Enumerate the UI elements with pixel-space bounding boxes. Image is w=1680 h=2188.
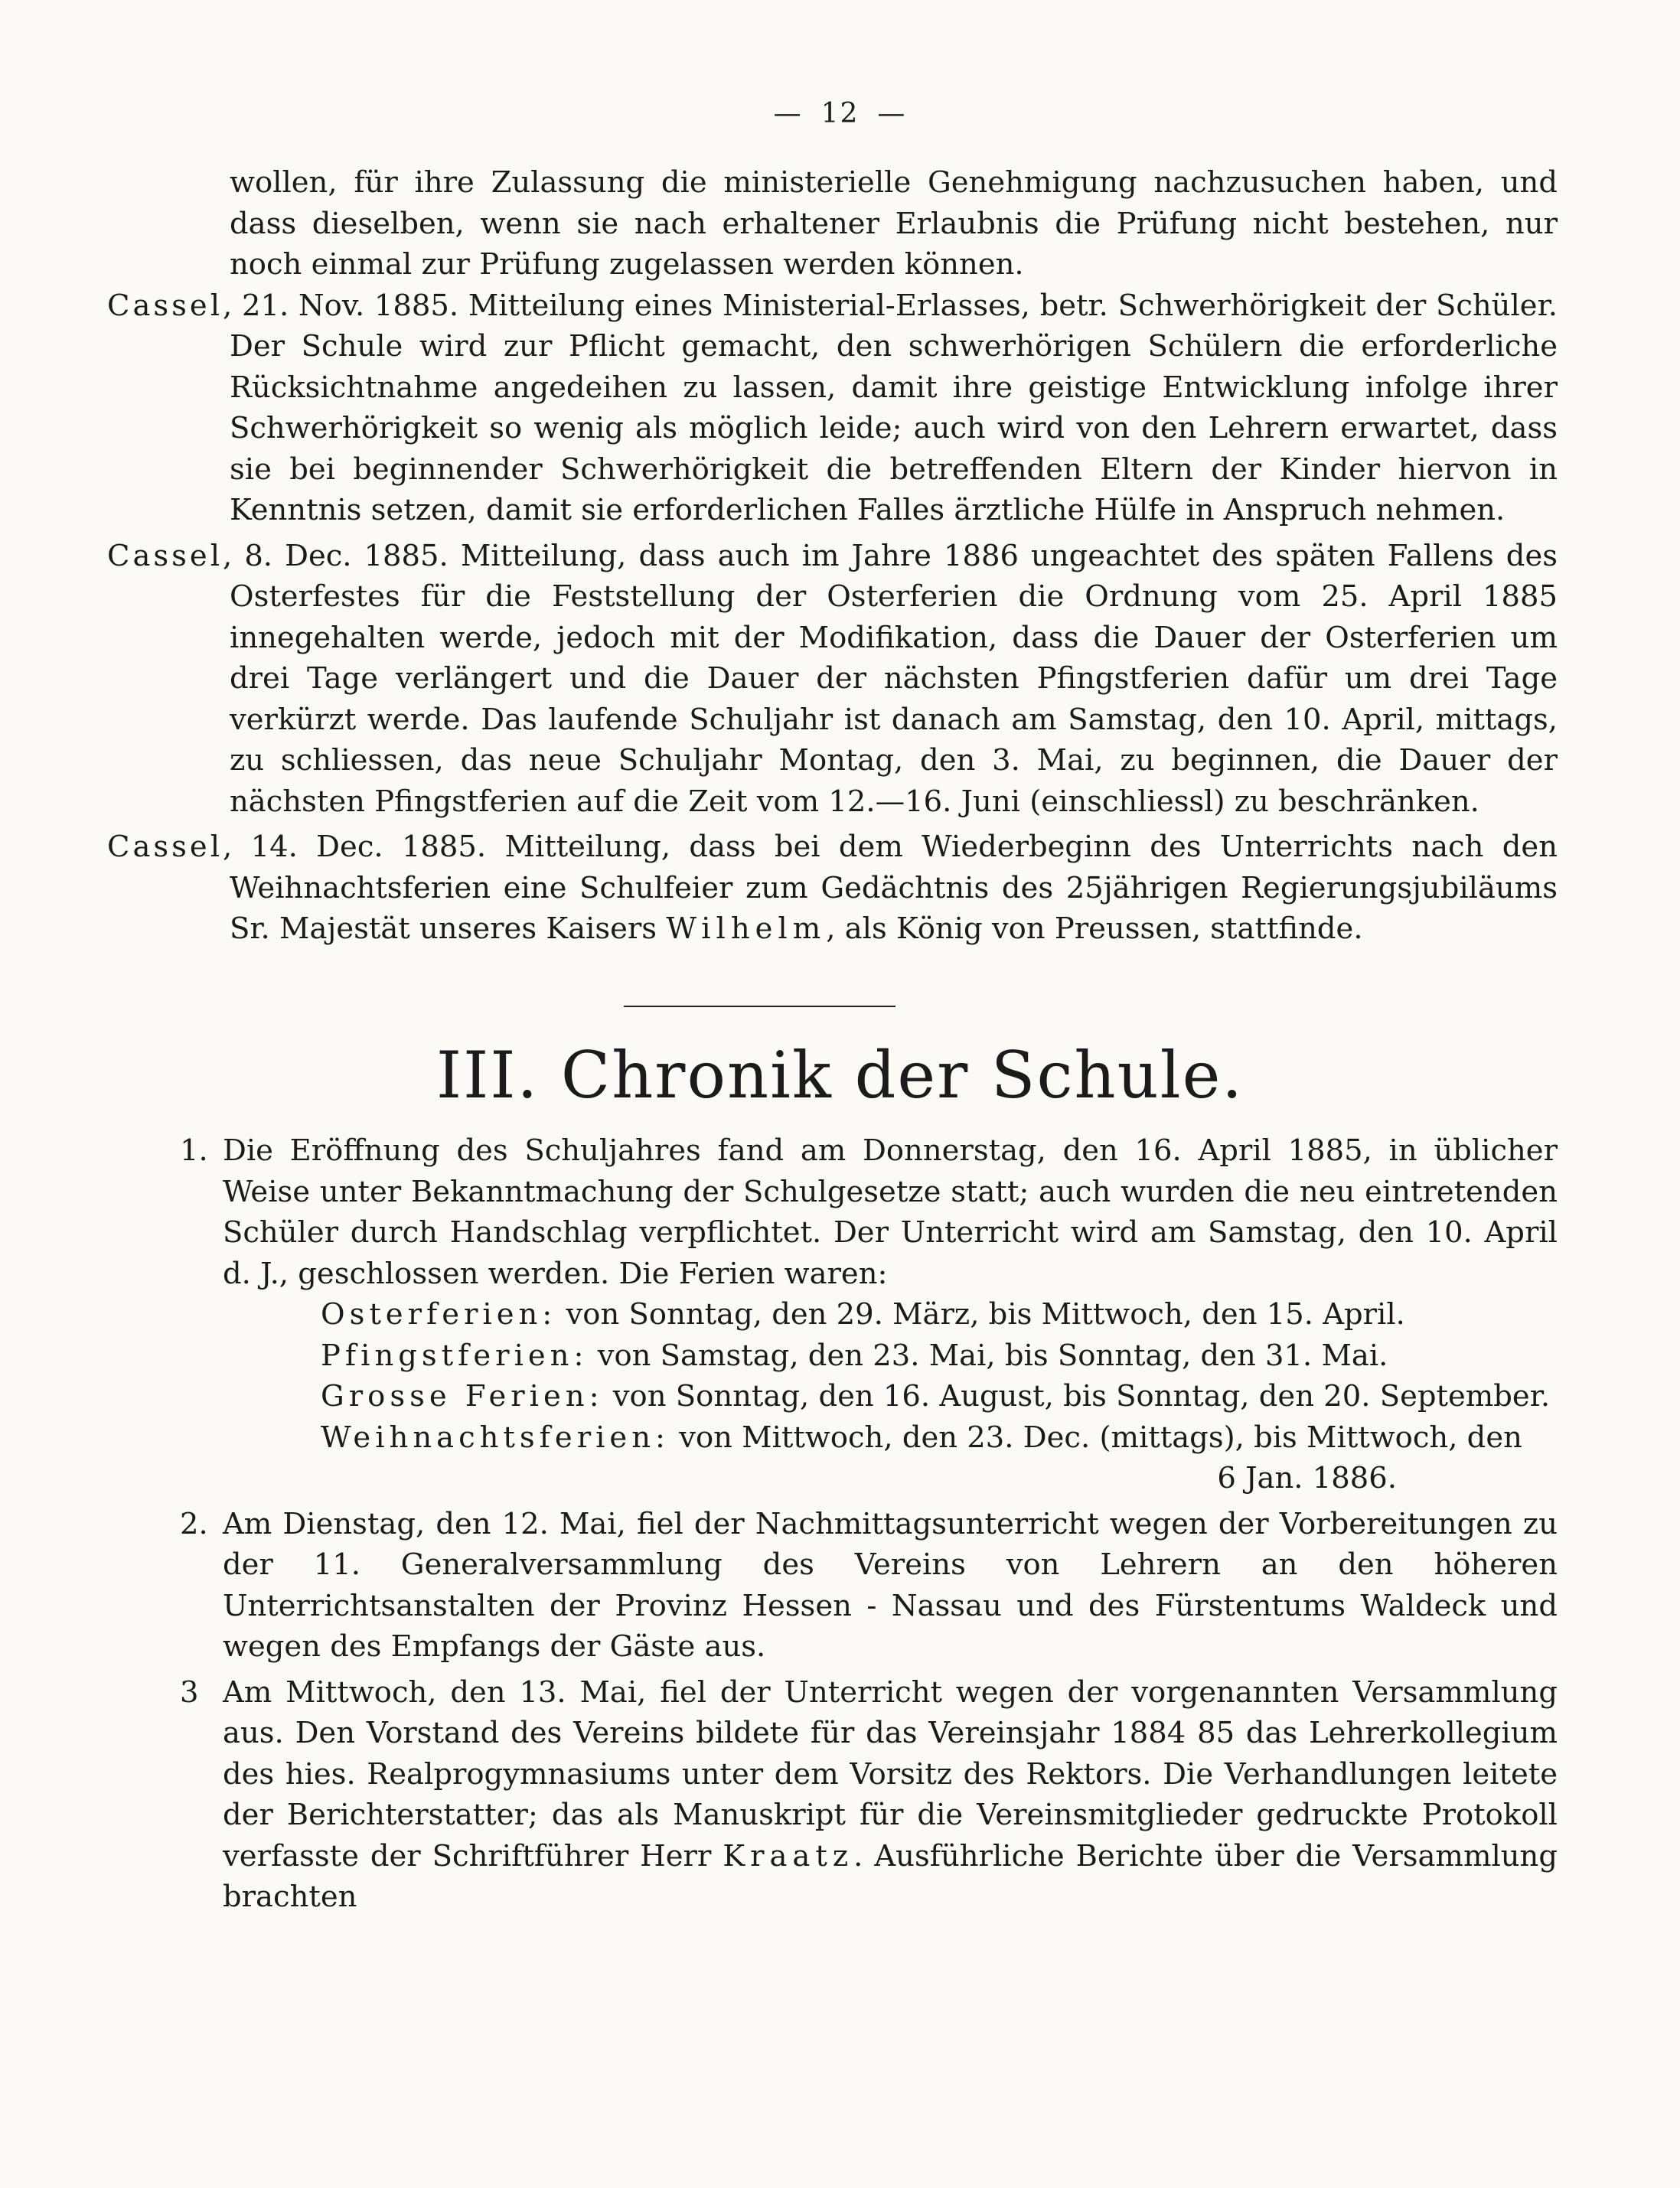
- decree-date: 8. Dec. 1885.: [244, 538, 449, 573]
- item-text-part: Am Mittwoch, den 13. Mai, fiel der Unterricht wegen der vorgenannten Versammlung aus. Den Vorstand des Vereins bildete für das Vereinsjahr 1884 85 das Lehrerkollegium des hies. Realprogymnasiums unter dem Vorsitz des Rektors. Die Verhandlungen leitete der Berichterstatter; das als Manuskript für die Vereinsmitglieder gedruckte Protokoll verfasste der Schriftführer Herr: [223, 1674, 1558, 1873]
- decree-text: Mitteilung, dass bei dem Wiederbeginn des Unterrichts nach den Weihnachtsferien eine Schulfeier zum Gedächtnis des 25jährigen Regierungsjubiläums Sr. Majestät unseres Kaisers: [230, 830, 1558, 946]
- page-number-dash-left: —: [773, 98, 803, 129]
- ferien-name: Weihnachtsferien:: [321, 1420, 670, 1455]
- ferien-dates: von Mittwoch, den 23. Dec. (mittags), bis Mittwoch, den: [679, 1420, 1522, 1455]
- decree-place: Cassel: [107, 830, 223, 864]
- ferien-dates: von Sonntag, den 16. August, bis Sonntag, den 20. September.: [612, 1379, 1551, 1414]
- decree-entry: Cassel, 8. Dec. 1885. Mitteilung, dass auch im Jahre 1886 ungeachtet des späten Fallens des Osterfestes für die Feststellung der Osterferien die Ordnung vom 25. April 1885 innegehalten werde, jedoch mit der Modifikation, dass die Dauer der Osterferien um drei Tage verlängert und die Dauer der nächsten Pfingstferien dafür um drei Tage verkürzt werde. Das laufende Schuljahr ist danach am Samstag, den 10. April, mittags, zu schliessen, das neue Schuljahr Montag, den 3. Mai, zu beginnen, die Dauer der nächsten Pfingstferien auf die Zeit vom 12.—16. Juni (einschliessl) zu beschränken.: [107, 538, 1558, 819]
- item-text-end: . Ausführliche Berichte über die Versammlung brachten: [223, 1838, 1558, 1914]
- page-number-dash-right: —: [877, 98, 907, 129]
- chronik-list: [180, 1130, 1558, 1922]
- item-text: Am Dienstag, den 12. Mai, fiel der Nachmittagsunterricht wegen der Vorbereitungen zu der 11. Generalversammlung des Vereins von Lehrern an den höheren Unterrichtsanstalten der Provinz Hessen - Nassau und des Fürstentums Waldeck und wegen des Empfangs der Gäste aus.: [223, 1506, 1558, 1664]
- ferien-line: [223, 1376, 1558, 1417]
- section-heading: III. Chronik der Schule.: [435, 1038, 1244, 1113]
- decree-text: Mitteilung, dass auch im Jahre 1886 ungeachtet des späten Fallens des Osterfestes für die Feststellung der Osterferien die Ordnung vom 25. April 1885 innegehalten werde, jedoch mit der Modifikation, dass die Dauer der Osterferien um drei Tage verlängert und die Dauer der nächsten Pfingstferien dafür um drei Tage verkürzt werde. Das laufende Schuljahr ist danach am Samstag, den 10. April, mittags, zu schliessen, das neue Schuljahr Montag, den 3. Mai, zu beginnen, die Dauer der nächsten Pfingstferien auf die Zeit vom 12.—16. Juni (einschliessl) zu beschränken.: [230, 538, 1558, 819]
- ferien-line: [223, 1294, 1558, 1335]
- decree-place: Cassel: [107, 288, 223, 323]
- chronik-item: [180, 1504, 1558, 1668]
- decree-date: 14. Dec. 1885.: [250, 830, 487, 864]
- chronik-item: [180, 1672, 1558, 1918]
- item-text: [223, 1672, 1558, 1918]
- chronik-item: [180, 1130, 1558, 1499]
- decree-text-end: , als König von Preussen, stattfinde.: [826, 911, 1363, 946]
- decrees-section: [107, 162, 1558, 950]
- decree-entry: Cassel, 21. Nov. 1885. Mitteilung eines Ministerial-Erlasses, betr. Schwerhörigkeit der Schüler. Der Schule wird zur Pflicht gemacht, den schwerhörigen Schülern die erforderliche Rücksichtnahme angedeihen zu lassen, damit ihre geistige Entwicklung infolge ihrer Schwerhörigkeit so wenig als möglich leide; auch wird von den Lehrern erwartet, dass sie bei beginnender Schwerhörigkeit die betreffenden Eltern der Kinder hiervon in Kenntnis setzen, damit sie erforderlichen Falles ärztliche Hülfe in Anspruch nehmen.: [107, 288, 1558, 527]
- ferien-name: Pfingstferien:: [321, 1338, 589, 1373]
- decree-date: 21. Nov. 1885.: [241, 288, 459, 323]
- section-divider: [624, 1006, 895, 1007]
- item-number: 3: [180, 1674, 199, 1710]
- ferien-line: [223, 1335, 1558, 1377]
- ferien-end-date: 6 Jan. 1886.: [1217, 1461, 1397, 1495]
- ferien-line: [223, 1417, 1558, 1459]
- emphasized-name: Kraatz: [723, 1838, 854, 1873]
- continuation-paragraph: wollen, für ihre Zulassung die ministerielle Genehmigung nachzusuchen haben, und dass dieselben, wenn sie nach erhaltener Erlaubnis die Prüfung nicht bestehen, nur noch einmal zur Prüfung zugelassen werden können.: [230, 165, 1558, 282]
- page-number: [0, 98, 1680, 129]
- ferien-dates: von Sonntag, den 29. März, bis Mittwoch, den 15. April.: [566, 1297, 1405, 1332]
- ferien-name: Grosse Ferien:: [321, 1379, 604, 1414]
- item-number: 2.: [180, 1506, 208, 1541]
- page-number-value: 12: [820, 98, 860, 129]
- emphasized-name: Wilhelm: [666, 911, 827, 946]
- decree-entry: Cassel, 14. Dec. 1885. Mitteilung, dass bei dem Wiederbeginn des Unterrichts nach den Weihnachtsferien eine Schulfeier zum Gedächtnis des 25jährigen Regierungsjubiläums Sr. Majestät unseres Kaisers Wilhelm, als König von Preussen, stattfinde.: [107, 830, 1558, 946]
- ferien-name: Osterferien:: [321, 1297, 557, 1332]
- decree-place: Cassel: [107, 538, 223, 573]
- item-number: 1.: [180, 1133, 208, 1168]
- item-text: Die Eröffnung des Schuljahres fand am Donnerstag, den 16. April 1885, in üblicher Weise unter Bekanntmachung der Schulgesetze statt; auch wurden die neu eintretenden Schüler durch Handschlag verpflichtet. Der Unterricht wird am Samstag, den 10. April d. J., geschlossen werden. Die Ferien waren:: [223, 1133, 1558, 1291]
- decree-text: Mitteilung eines Ministerial-Erlasses, betr. Schwerhörigkeit der Schüler. Der Schule wird zur Pflicht gemacht, den schwerhörigen Schülern die erforderliche Rücksichtnahme angedeihen zu lassen, damit ihre geistige Entwicklung infolge ihrer Schwerhörigkeit so wenig als möglich leide; auch wird von den Lehrern erwartet, dass sie bei beginnender Schwerhörigkeit die betreffenden Eltern der Kinder hiervon in Kenntnis setzen, damit sie erforderlichen Falles ärztliche Hülfe in Anspruch nehmen.: [230, 288, 1558, 527]
- ferien-dates: von Samstag, den 23. Mai, bis Sonntag, den 31. Mai.: [597, 1338, 1388, 1373]
